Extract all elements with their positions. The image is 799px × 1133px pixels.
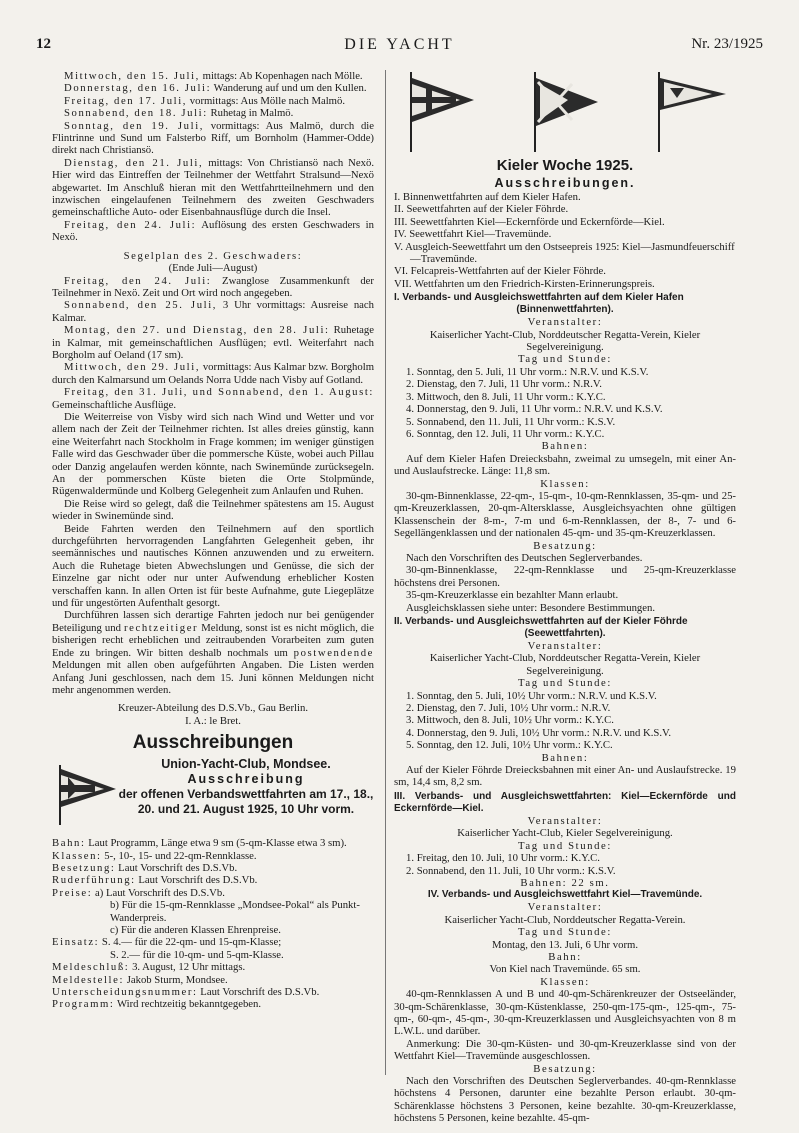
schedule-day: Freitag, den 24. Juli: xyxy=(64,218,197,231)
detail-line xyxy=(52,837,374,849)
detail-key: Unterscheidungsnummer: xyxy=(52,986,198,998)
veranstalter-label-2: Veranstalter: xyxy=(527,640,603,652)
section-ii-organizers: Kaiserlicher Yacht-Club, Norddeutscher Regatta-Verein, Kieler Segelvereinigung. xyxy=(429,652,701,677)
date-item: 3. Mittwoch, den 8. Juli, 11 Uhr vorm.: K.Y.C. xyxy=(406,390,606,403)
date-item: 6. Sonntag, den 12. Juli, 11 Uhr vorm.: K.Y.C. xyxy=(406,427,605,440)
schedule-text: mittags: Von Christiansö nach Nexö. Hier wird das Eintreffen der Teilnehmer der Wettfahrt Stralsund—Nexö abgewartet. Im Anschluß hieran mit den Wettfahrtteilnehmern und den inzwischen eingelaufenen Teilnehmern des zweiten Geschwaders gemeinschaftliche Auto- oder Eisenbahnausflüge durch die Insel. xyxy=(52,156,374,219)
date-item: 1. Sonntag, den 5. Juli, 11 Uhr vorm.: N.R.V. und K.S.V. xyxy=(406,365,649,378)
ksv-burgee-icon xyxy=(656,72,728,152)
section-iv-course: Von Kiel nach Travemünde. 65 sm. xyxy=(489,963,641,976)
schedule-day: Montag, den 27. und Dienstag, den 28. Juli: xyxy=(64,324,330,337)
schedule-day: Mittwoch, den 15. Juli, xyxy=(64,70,200,82)
schedule-day: Sonnabend, den 18. Juli: xyxy=(64,107,208,120)
paragraph-weiterreise: Die Weiterreise von Visby wird sich nach Wind und Wetter und vor allem nach der Zeit der Teilnehmer richten. Ist alles dreies günstig, kann eine Weiterfahrt nach Stockholm in Frage kommen; im weniger günstigen Falle wird das Geschwader über die pommersche Küste, wobei auch Pillau oder Danzig angelaufen werden könnte, nach Swinemünde zurücksegeln. An der pommerschen Küste bieten die Orte Stolpmünde, Rügenwaldermünde und Kolberg Gelegenheit zum Anlaufen und Ruhen. xyxy=(52,410,374,498)
uyc-club-name: Union-Yacht-Club, Mondsee. xyxy=(161,757,331,772)
schedule-entry xyxy=(52,361,374,386)
detail-value: Laut Vorschrift des D.S.Vb. xyxy=(197,986,320,998)
tag-stunde-label-2: Tag und Stunde: xyxy=(518,677,612,690)
right-column xyxy=(394,157,736,1125)
nrv-burgee-icon xyxy=(532,72,600,152)
schedule-second-squadron xyxy=(52,275,374,411)
page-header xyxy=(36,36,763,58)
veranstalter-label-4: Veranstalter: xyxy=(527,901,603,914)
schedule-entry xyxy=(52,275,374,300)
uyc-details xyxy=(52,837,374,899)
overview-item: II. Seewettfahrten auf der Kieler Föhrde. xyxy=(394,203,569,216)
schedule-entry xyxy=(52,324,374,361)
section-iii-dates xyxy=(394,852,736,877)
uyc-announcement-header xyxy=(52,757,374,837)
schedule-entry xyxy=(52,70,374,82)
running-title: DIE YACHT xyxy=(344,36,455,53)
schedule-text: vormittags: Aus Kalmar bzw. Borgholm durch den Kalmarsund um Oelands Norra Udde nach Visby auf Gotland. xyxy=(52,361,375,386)
section-i-crew-1: Nach den Vorschriften des Deutschen Seglerverbandes. xyxy=(406,551,643,564)
uyc-einsatz-2: S. 2.— für die 10-qm- und 5-qm-Klasse. xyxy=(110,948,284,961)
date-item: 1. Sonntag, den 5. Juli, 10½ Uhr vorm.: N.R.V. und K.S.V. xyxy=(406,689,657,702)
detail-value: 5-, 10-, 15- und 22-qm-Rennklasse. xyxy=(101,849,257,862)
detail-key: Programm: xyxy=(52,998,115,1011)
overview-item: VI. Felcapreis-Wettfahrten auf der Kieler Föhrde. xyxy=(394,265,606,278)
uyc-description: der offenen Verbandswettfahrten am 17., 18., 20. und 21. August 1925, 10 Uhr vorm. xyxy=(118,787,374,817)
section-iv-crew: Nach den Vorschriften des Deutschen Seglerverbandes. 40-qm-Rennklasse höchstens 4 Personen, darunter eine bezahlte Person erlaubt. 30-qm-Schärenklasse höchstens 3 Personen, keine bezahlte. 30-qm-Kreuzerklasse, höchstens 5 Personen, keine bezahlte. 45-qm- xyxy=(394,1075,736,1125)
overview-item: III. Seewettfahrten Kiel—Eckernförde und Eckernförde—Kiel. xyxy=(394,215,665,228)
schedule-day: Dienstag, den 21. Juli, xyxy=(64,156,204,169)
uyc-title-block xyxy=(118,757,374,817)
paragraph-reise: Die Reise wird so gelegt, daß die Teilnehmer spätestens am 15. August wieder in Swinemünde sind. xyxy=(52,497,374,523)
schedule-text: Wanderung auf und um den Kullen. xyxy=(211,82,367,95)
kieler-woche-title: Kieler Woche 1925. xyxy=(496,157,634,174)
schedule-entry xyxy=(52,386,374,411)
detail-value: Laut Vorschrift des D.S.Vb. xyxy=(135,874,258,887)
veranstalter-label-3: Veranstalter: xyxy=(527,814,603,827)
detail-key: Klassen: xyxy=(52,849,102,862)
schedule-day: Sonnabend, den 25. Juli, xyxy=(64,299,218,312)
section-iv-organizers: Kaiserlicher Yacht-Club, Norddeutscher Regatta-Verein. xyxy=(444,913,686,926)
detail-line xyxy=(52,862,374,874)
besatzung-label-4: Besatzung: xyxy=(533,1062,597,1075)
detail-key: Meldestelle: xyxy=(52,973,125,986)
section-i-crew-4: Ausgleichsklassen siehe unter: Besondere Bestimmungen. xyxy=(406,601,656,614)
section-ii-subheading: (Seewettfahrten). xyxy=(524,628,606,639)
overview-item: I. Binnenwettfahrten auf dem Kieler Hafen. xyxy=(394,191,581,203)
schedule-entry xyxy=(52,107,374,119)
schedule-entry xyxy=(52,157,374,219)
schedule-entry xyxy=(52,95,374,107)
detail-value: Laut Programm, Länge etwa 9 sm (5-qm-Klasse etwa 3 sm). xyxy=(85,837,347,850)
date-item: 2. Dienstag, den 7. Juli, 11 Uhr vorm.: N.R.V. xyxy=(406,378,602,391)
uyc-preise-c: c) Für die anderen Klassen Ehrenpreise. xyxy=(110,923,281,936)
schedule-day: Freitag, den 24. Juli: xyxy=(64,274,212,287)
overview-item: VII. Wettfahrten um den Friedrich-Kirsten-Erinnerungspreis. xyxy=(394,277,655,290)
bahnen-label-2: Bahnen: xyxy=(541,751,589,764)
schedule-entry xyxy=(52,120,374,157)
schedule-day: Mittwoch, den 29. Juli, xyxy=(64,361,201,374)
bahn-label-4: Bahn: xyxy=(548,950,582,963)
detail-line xyxy=(52,974,374,986)
schedule-day: Donnerstag, den 16. Juli: xyxy=(64,82,212,95)
besatzung-label-1: Besatzung: xyxy=(533,539,597,552)
detail-line xyxy=(52,850,374,862)
column-divider xyxy=(385,70,386,1075)
section-iv-heading: IV. Verbands- und Ausgleichswettfahrt Kiel—Travemünde. xyxy=(427,889,703,901)
page-number: 12 xyxy=(36,36,51,52)
section-ii-heading: II. Verbands- und Ausgleichswettfahrten auf der Kieler Föhrde xyxy=(394,616,688,627)
section-ii-course: Auf der Kieler Föhrde Dreiecksbahnen mit einer An- und Auslaufstrecke. 19 sm, 14,4 sm, 8,2 sm. xyxy=(394,764,736,789)
section-i-heading: I. Verbands- und Ausgleichswettfahrten auf dem Kieler Hafen xyxy=(394,292,684,304)
section-i-organizers: Kaiserlicher Yacht-Club, Norddeutscher Regatta-Verein, Kieler Segelvereinigung. xyxy=(429,328,701,354)
schedule-text: mittags: Ab Kopenhagen nach Mölle. xyxy=(199,70,363,82)
detail-key: Ruderführung: xyxy=(52,874,136,887)
schedule-day: Sonntag, den 19. Juli, xyxy=(64,119,205,132)
uyc-ausschreibung: Ausschreibung xyxy=(187,772,305,787)
schedule-text: Auflösung des ersten Geschwaders in Nexö. xyxy=(52,218,374,244)
date-item: 5. Sonntag, den 12. Juli, 10½ Uhr vorm.: K.Y.C. xyxy=(406,739,613,752)
detail-line xyxy=(52,986,374,998)
schedule-entry xyxy=(52,219,374,244)
tag-stunde-label-3: Tag und Stunde: xyxy=(518,839,612,852)
schedule-entry xyxy=(52,82,374,94)
date-item: 2. Dienstag, den 7. Juli, 10½ Uhr vorm.: N.R.V. xyxy=(406,702,611,715)
section-i-crew-3: 35-qm-Kreuzerklasse ein bezahlter Mann erlaubt. xyxy=(406,589,619,602)
detail-key: Bahn: xyxy=(52,837,86,850)
detail-value: 3. August, 12 Uhr mittags. xyxy=(129,961,246,974)
schedule-text: Ruhetage in Kalmar, mit gemeinschaftlichen Ausflügen; evtl. Weiterfahrt nach Borgholm auf Oeland (17 sm). xyxy=(52,324,374,361)
signature-name: I. A.: le Bret. xyxy=(185,714,241,727)
schedule-text: Ruhetag in Malmö. xyxy=(207,107,294,120)
klassen-label-1: Klassen: xyxy=(540,477,590,490)
section-i-classes: 30-qm-Binnenklasse, 22-qm-, 15-qm-, 10-qm-Rennklassen, 35-qm- und 25-qm-Kreuzerklassen, 20-qm-Altersklasse, Ausgleichsyachten ohne gültigen Klassenschein der 8-m-, 7-m und 6-m-Rennklassen, der 8-, 7- und 6-Segellängenklassen und der nationalen 45-qm- und 35-qm-Kreuzerklassen. xyxy=(394,489,736,540)
section-ii-dates xyxy=(394,690,736,752)
section-iv-date: Montag, den 13. Juli, 6 Uhr vorm. xyxy=(491,938,639,951)
klassen-label-4: Klassen: xyxy=(540,975,590,988)
section-iii-heading: III. Verbands- und Ausgleichswettfahrten: Kiel—Eckernförde und Eckernförde—Kiel. xyxy=(394,790,736,814)
date-item: 3. Mittwoch, den 8. Juli, 10½ Uhr vorm.: K.Y.C. xyxy=(406,714,614,727)
section-heading-ausschreibungen: Ausschreibungen xyxy=(132,732,294,754)
section-i-dates xyxy=(394,366,736,440)
signature-organization: Kreuzer-Abteilung des D.S.Vb., Gau Berlin. xyxy=(117,702,309,715)
detail-line xyxy=(52,961,374,973)
section-i-course: Auf dem Kieler Hafen Dreiecksbahn, zweimal zu umsegeln, mit einer An- und Auslaufstrecke. Länge: 11,8 sm. xyxy=(394,452,736,478)
date-item: 4. Donnerstag, den 9. Juli, 10½ Uhr vorm.: N.R.V. und K.S.V. xyxy=(406,726,672,739)
segelplan-subtitle: (Ende Juli—August) xyxy=(168,262,258,275)
bahnen-label-1: Bahnen: xyxy=(541,440,589,453)
section-iii-course: Bahnen: 22 sm. xyxy=(520,876,610,889)
date-item: 2. Sonnabend, den 11. Juli, 10 Uhr vorm.: K.S.V. xyxy=(406,864,616,877)
detail-key: Besetzung: xyxy=(52,861,116,874)
schedule-day: Freitag, den 31. Juli, und Sonnabend, den 1. August: xyxy=(64,386,374,399)
detail-line xyxy=(52,887,374,899)
detail-value: Laut Vorschrift des D.S.Vb. xyxy=(115,861,238,874)
union-yacht-club-burgee-icon xyxy=(56,763,118,827)
schedule-text: Zwanglose Zusammenkunft der Teilnehmer in Nexö. Zeit und Ort wird noch angegeben. xyxy=(52,274,374,299)
issue-number: Nr. 23/1925 xyxy=(691,36,763,52)
detail-line xyxy=(52,998,374,1010)
tag-stunde-label-1: Tag und Stunde: xyxy=(518,353,612,366)
detail-line xyxy=(52,874,374,886)
kyc-burgee-icon xyxy=(408,72,476,152)
detail-value: Wird rechtzeitig bekanntgegeben. xyxy=(114,998,262,1011)
date-item: 5. Sonnabend, den 11. Juli, 11 Uhr vorm.: K.S.V. xyxy=(406,415,616,428)
date-item: 1. Freitag, den 10. Juli, 10 Uhr vorm.: K.Y.C. xyxy=(406,852,600,865)
schedule-day: Freitag, den 17. Juli, xyxy=(64,94,188,107)
date-item: 4. Donnerstag, den 9. Juli, 11 Uhr vorm.: N.R.V. und K.S.V. xyxy=(406,403,663,416)
kieler-woche-ausschreibungen: Ausschreibungen. xyxy=(494,176,636,190)
section-i-crew-2: 30-qm-Binnenklasse, 22-qm-Rennklasse und 25-qm-Kreuzerklasse höchstens drei Personen. xyxy=(394,564,736,589)
schedule-text: vormittags: Aus Malmö, durch die Flintrinne und Sund um Falsterbo Riff, um Bornholm (Hammer-Odde) direkt nach Christiansö. xyxy=(52,119,375,157)
uyc-preise-b: b) Für die 15-qm-Rennklasse „Mondsee-Pokal“ als Punkt-Wanderpreis. xyxy=(110,899,360,924)
detail-value: Jakob Sturm, Mondsee. xyxy=(124,973,228,986)
section-iii-organizers: Kaiserlicher Yacht-Club, Kieler Segelvereinigung. xyxy=(457,827,673,840)
detail-key: Preise: xyxy=(52,886,93,899)
segelplan-title: Segelplan des 2. Geschwaders: xyxy=(123,249,303,262)
paragraph-meldung: Durchführen lassen sich derartige Fahrten jedoch nur bei genügender Beteiligung und rechtzeitiger Meldung, sonst ist es nicht möglich, die bisherigen recht erheblichen und zeitraubenden Vorarbeiten zum guten Ende zu bringen. Wir bitten deshalb nochmals um postwendende Meldungen mit allen oben aufgeführten Angaben. Die Listen werden Anfang Juni geschlossen, nach dem 15. Juni können Meldungen nicht mehr angenommen werden. xyxy=(52,609,374,696)
uyc-einsatz: Einsatz: S. 4.— für die 22-qm- und 15-qm-Klasse; xyxy=(52,936,282,949)
flags-row xyxy=(394,72,736,152)
schedule-text: vormittags: Aus Mölle nach Malmö. xyxy=(187,94,345,107)
uyc-details-2 xyxy=(52,961,374,1011)
schedule-first-squadron xyxy=(52,70,374,244)
section-iv-note: Anmerkung: Die 30-qm-Küsten- und 30-qm-Kreuzerklasse sind von der Wettfahrt Kiel—Travemünde ausgeschlossen. xyxy=(394,1037,736,1063)
left-column xyxy=(52,70,374,1011)
schedule-entry xyxy=(52,299,374,324)
overview-item: IV. Seewettfahrt Kiel—Travemünde. xyxy=(394,228,552,241)
tag-stunde-label-4: Tag und Stunde: xyxy=(518,926,612,939)
schedule-text: Gemeinschaftliche Ausflüge. xyxy=(52,398,177,411)
race-overview-list xyxy=(394,191,736,290)
section-iv-classes: 40-qm-Rennklassen A und B und 40-qm-Schärenkreuzer der Ostseeländer, 30-qm-Schärenklasse, 30-qm-Küstenklasse, 250-qm-175-qm-, 125-qm-, 75-qm-, 60-qm-, 45-qm-, 30-qm-Kreuzerklassen und Ausgleichsyachten von 8 m L.W.L. und darüber. xyxy=(394,988,736,1038)
veranstalter-label-1: Veranstalter: xyxy=(527,316,603,329)
paragraph-fahrten: Beide Fahrten werden den Teilnehmern auf den sportlich durchgeführten hervorragenden Langfahrten Gelegenheit geben, ihr seemännisches und nautisches Können anzuwenden und zu erweitern. Auch die Ruhetage bieten Abwechslungen und Genüsse, die sich der Einzelne gar nicht oder nur unter Aufwendung erheblicher Kosten verschaffen kann. In allen Orten ist für beste Aufnahme, gute Liegeplätze und für ungestörten Aufenthalt gesorgt. xyxy=(52,522,374,610)
schedule-text: 3 Uhr vormittags: Ausreise nach Kalmar. xyxy=(52,299,374,324)
section-i-subheading: (Binnenwettfahrten). xyxy=(516,304,614,316)
detail-value: a) Laut Vorschrift des D.S.Vb. xyxy=(92,886,225,899)
detail-key: Meldeschluß: xyxy=(52,961,130,974)
overview-item: V. Ausgleich-Seewettfahrt um den Ostseepreis 1925: Kiel—Jasmundfeuerschiff—Travemünde. xyxy=(394,240,735,266)
